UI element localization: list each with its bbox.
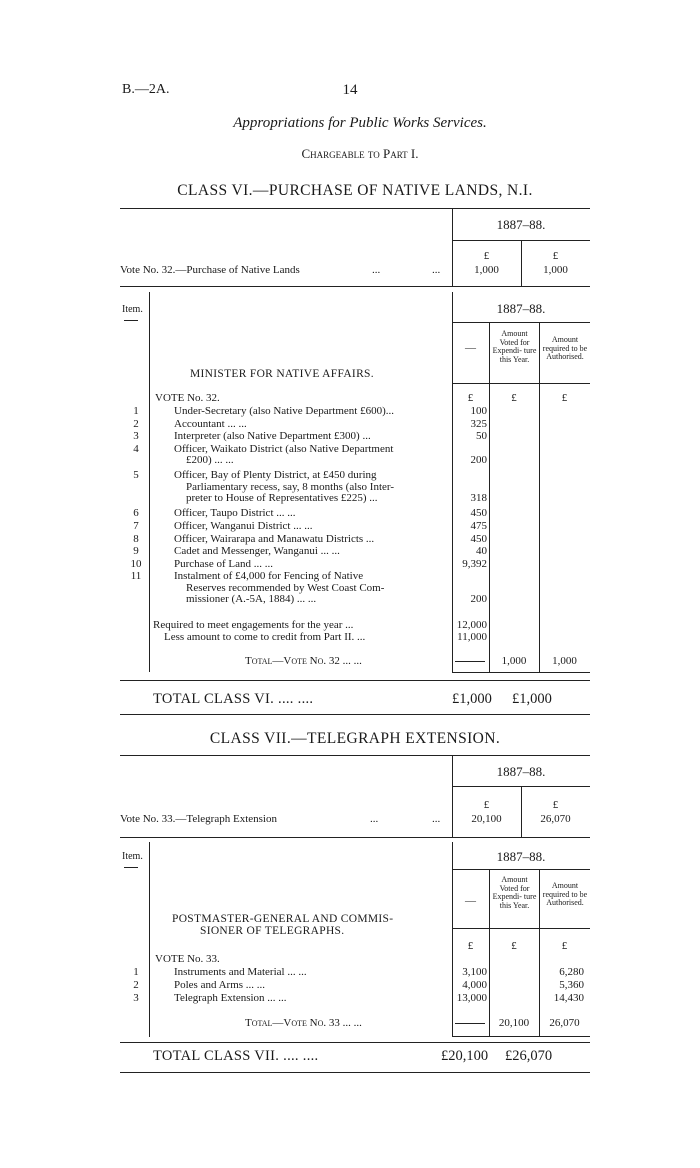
item-column-header: Item. — [122, 851, 143, 862]
department-heading: MINISTER FOR NATIVE AFFAIRS. — [190, 368, 374, 380]
item-number: 1 — [133, 966, 139, 978]
currency-symbol: £ — [552, 799, 559, 811]
class7-total-required: £26,070 — [505, 1048, 553, 1064]
item-number: 4 — [133, 442, 139, 455]
rule — [452, 383, 590, 384]
page-title: Appropriations for Public Works Services. — [233, 115, 487, 131]
item-description-continued: missioner (A.-5A, 1884) ... ... — [186, 592, 317, 605]
rule — [455, 1023, 485, 1024]
item-column-header: Item. — [122, 304, 143, 315]
item-amount: 450 — [470, 532, 487, 545]
leader-dots: ... — [432, 264, 441, 276]
voted-column-header: Amount Voted for Expendi- ture this Year. — [492, 875, 537, 910]
class6-total-voted: £1,000 — [452, 691, 492, 707]
class6-summary-voted: 1,000 — [474, 264, 499, 276]
item-description: Under-Secretary (also Native Department £600)... — [174, 405, 394, 417]
item-amount: 318 — [470, 492, 487, 504]
item-description: Instruments and Material ... ... — [174, 966, 307, 978]
class6-total-required: £1,000 — [512, 691, 552, 707]
required-amount: 12,000 — [456, 619, 487, 631]
item-required: 6,280 — [559, 966, 584, 978]
rule — [455, 661, 485, 662]
item-description: Officer, Bay of Plenty District, at £450 during — [174, 469, 377, 482]
rule — [120, 1072, 590, 1073]
col-divider — [521, 240, 522, 286]
item-description: Officer, Wanganui District ... ... — [174, 519, 313, 532]
item-description: Accountant ... ... — [174, 417, 247, 430]
rule — [120, 755, 590, 756]
rule — [120, 208, 590, 209]
class7-vote-label: Vote No. 33.—Telegraph Extension — [120, 813, 277, 825]
col-divider — [489, 869, 490, 1037]
currency-symbol: £ — [483, 250, 490, 262]
item-description: Interpreter (also Native Department £300) ... — [174, 430, 371, 443]
class6-total-label: TOTAL CLASS VI. .... .... — [153, 691, 314, 707]
item-amount: 40 — [476, 545, 487, 558]
currency-symbol: £ — [511, 392, 517, 404]
item-description-continued: Parliamentary recess, say, 8 months (also Inter- — [186, 480, 395, 493]
department-heading: POSTMASTER-GENERAL AND COMMIS- — [172, 913, 394, 925]
col-divider — [489, 322, 490, 672]
vote-heading: VOTE No. 32. — [155, 392, 220, 404]
item-number: 11 — [130, 570, 142, 583]
currency-symbol: £ — [552, 250, 559, 262]
item-amount: 4,000 — [462, 979, 487, 991]
currency-symbol: £ — [511, 940, 517, 952]
department-heading-continued: SIONER OF TELEGRAPHS. — [200, 925, 345, 937]
col-divider — [149, 842, 150, 1037]
item-amount: 475 — [470, 519, 487, 532]
less-label: Less amount to come to credit from Part II. ... — [164, 631, 366, 643]
rule — [124, 867, 138, 868]
class7-detail-year: 1887–88. — [496, 849, 546, 864]
required-label: Required to meet engagements for the year ... — [153, 619, 354, 631]
required-column-header: Amount required to be Authorised. — [542, 335, 588, 361]
rule — [452, 672, 590, 673]
leader-dots: ... — [432, 813, 441, 825]
item-description: Officer, Taupo District ... ... — [174, 507, 296, 520]
item-number: 8 — [133, 532, 139, 545]
class7-summary-voted: 20,100 — [471, 813, 502, 825]
rule — [120, 837, 590, 838]
item-description: Telegraph Extension ... ... — [174, 992, 287, 1004]
class7-summary-required: 26,070 — [540, 813, 571, 825]
item-number: 10 — [130, 557, 142, 570]
rule — [120, 286, 590, 287]
item-amount: 325 — [470, 417, 487, 430]
less-amount: 11,000 — [457, 631, 487, 643]
item-amount: 100 — [470, 405, 487, 417]
item-number: 3 — [133, 430, 139, 443]
vote-heading: VOTE No. 33. — [155, 953, 220, 965]
item-description-continued: £200) ... ... — [186, 454, 234, 467]
item-description: Officer, Waikato District (also Native Department — [174, 442, 394, 455]
item-amount: 50 — [476, 430, 487, 443]
item-number: 7 — [133, 519, 139, 532]
item-description: Officer, Wairarapa and Manawatu Districts ... — [174, 532, 375, 545]
class6-summary-year: 1887–88. — [496, 217, 546, 232]
item-amount: 200 — [470, 592, 487, 605]
class6-summary-required: 1,000 — [543, 264, 568, 276]
page-subtitle: Chargeable to Part I. — [301, 146, 419, 161]
class7-summary-year: 1887–88. — [496, 764, 546, 779]
rule — [452, 869, 590, 870]
class6-heading: CLASS VI.—PURCHASE OF NATIVE LANDS, N.I. — [177, 182, 533, 199]
item-description-continued: Reserves recommended by West Coast Com- — [186, 581, 385, 594]
item-amount: 13,000 — [456, 992, 487, 1004]
page-number: 14 — [342, 82, 358, 98]
class6-vote-label: Vote No. 32.—Purchase of Native Lands — [120, 264, 300, 276]
item-description: Cadet and Messenger, Wanganui ... ... — [174, 545, 340, 558]
currency-symbol: £ — [561, 940, 568, 952]
leader-dots: ... — [372, 264, 381, 276]
class6-detail-year: 1887–88. — [496, 301, 546, 316]
item-amount: 3,100 — [462, 966, 487, 978]
rule — [120, 1042, 590, 1043]
page-reference: B.—2A. — [122, 82, 170, 97]
currency-symbol: £ — [467, 392, 474, 404]
col-dash: — — [465, 342, 476, 354]
item-required: 14,430 — [553, 992, 584, 1004]
col-dash: — — [465, 895, 476, 907]
class7-total-label: TOTAL CLASS VII. .... .... — [153, 1048, 319, 1064]
class7-total-voted: £20,100 — [441, 1048, 489, 1064]
vote-total-required: 26,070 — [549, 1017, 580, 1029]
rule — [124, 320, 138, 321]
item-number: 1 — [133, 405, 139, 417]
col-divider — [149, 292, 150, 672]
item-description: Purchase of Land ... ... — [174, 557, 273, 570]
rule — [120, 680, 590, 681]
vote-total-voted: 1,000 — [501, 655, 527, 667]
class7-heading: CLASS VII.—TELEGRAPH EXTENSION. — [209, 730, 501, 747]
col-divider — [521, 786, 522, 837]
col-divider — [539, 322, 540, 672]
item-number: 5 — [133, 469, 139, 482]
item-amount: 450 — [470, 507, 487, 520]
item-number: 6 — [133, 507, 139, 520]
rule — [452, 928, 590, 929]
item-description: Poles and Arms ... ... — [174, 979, 266, 991]
currency-symbol: £ — [467, 940, 474, 952]
rule — [452, 1036, 590, 1037]
currency-symbol: £ — [483, 799, 490, 811]
vote-total-voted: 20,100 — [498, 1017, 530, 1029]
item-number: 3 — [133, 992, 139, 1004]
item-number: 2 — [133, 417, 139, 430]
item-required: 5,360 — [559, 979, 584, 991]
voted-column-header: Amount Voted for Expendi- ture this Year. — [492, 329, 537, 364]
vote-total-label: Total—Vote No. 33 ... ... — [245, 1017, 362, 1029]
vote-total-label: Total—Vote No. 32 ... ... — [245, 655, 362, 667]
required-column-header: Amount required to be Authorised. — [542, 881, 588, 907]
item-number: 2 — [133, 979, 139, 991]
item-description-continued: preter to House of Representatives £225) ... — [186, 492, 378, 504]
leader-dots: ... — [370, 813, 379, 825]
vote-total-required: 1,000 — [552, 655, 577, 667]
item-amount: 200 — [470, 454, 487, 467]
item-description: Instalment of £4,000 for Fencing of Native — [174, 570, 364, 583]
item-number: 9 — [133, 545, 139, 558]
rule — [452, 322, 590, 323]
currency-symbol: £ — [561, 392, 568, 404]
rule — [120, 714, 590, 715]
item-amount: 9,392 — [462, 557, 487, 570]
